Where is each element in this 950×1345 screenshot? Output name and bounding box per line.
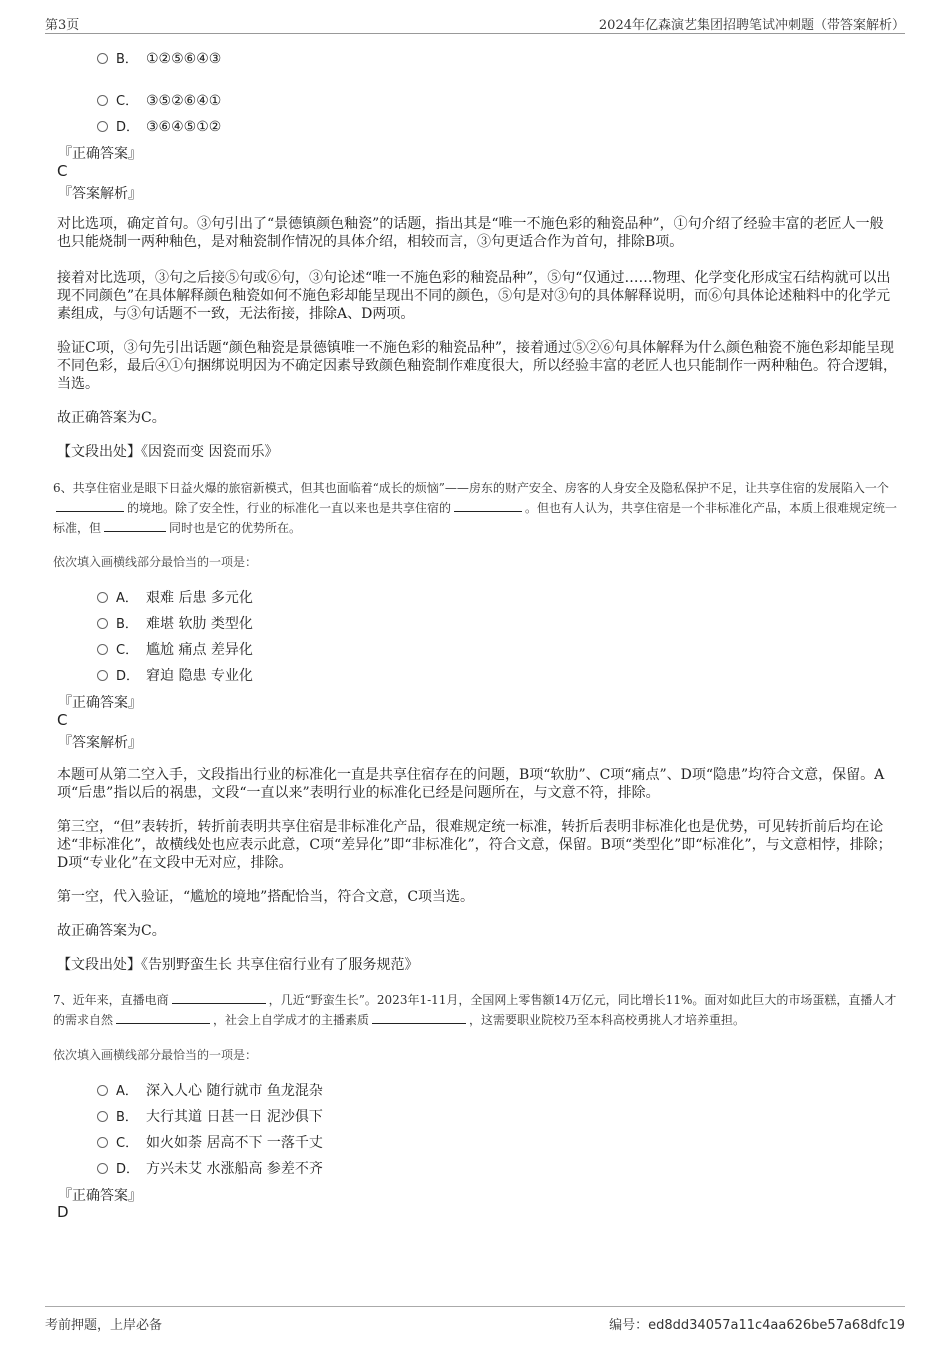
q7-answer: D (57, 1203, 69, 1221)
q5-analysis-label: 『答案解析』 (58, 186, 142, 202)
q6-option-d[interactable]: D． 窘迫 隐患 专业化 (97, 665, 253, 685)
page-number: 第3页 (45, 18, 80, 33)
q6-option-b[interactable]: B． 难堪 软肋 类型化 (97, 613, 253, 633)
q6-analysis-paragraph-3: 第一空，代入验证，“尴尬的境地”搭配恰当，符合文意，C项当选。 (57, 889, 475, 905)
q6-question-text: 6、共享住宿业是眼下日益火爆的旅宿新模式，但其也面临着“成长的烦恼”——房东的财产安全、房客的人身安全及隐私保护不足，让共享住宿的发展陷入一个的境地。除了安全性，行业的标准化一直以来也是共享住宿的 。但也有人认为，共享住宿是一个非标准化产品，本质上很难规定统一标准，但 同时也是它的优势所在。 (53, 481, 898, 535)
radio-icon[interactable] (97, 121, 108, 132)
q7-option-c[interactable]: C． 如火如荼 居高不下 一落千丈 (97, 1132, 323, 1152)
q5-conclusion: 故正确答案为C。 (57, 410, 166, 426)
q6-conclusion: 故正确答案为C。 (57, 923, 166, 939)
radio-icon[interactable] (97, 670, 108, 681)
q6-option-c[interactable]: C． 尴尬 痛点 差异化 (97, 639, 253, 659)
q6-option-a[interactable]: A． 艰难 后患 多元化 (97, 587, 253, 607)
q6-answer: C (57, 711, 68, 729)
q5-option-d[interactable]: D． ③⑥④⑤①② (97, 116, 221, 135)
blank-line (104, 519, 166, 532)
radio-icon[interactable] (97, 1163, 108, 1174)
q5-analysis-paragraph-3: 验证C项，③句先引出话题“颜色釉瓷是景德镇唯一不施色彩的釉瓷品种”，接着通过⑤②⑥句具体解释为什么颜色釉瓷不施色彩却能呈现不同色彩，最后④①句捆绑说明因为不确定因素导致颜色釉瓷制作难度很大，所以经验丰富的老匠人也只能制作一两种釉色。符合逻辑，当选。 (57, 340, 897, 392)
q5-source: 【文段出处】《因瓷而变 因瓷而乐》 (57, 444, 279, 460)
q5-analysis-paragraph-2: 接着对比选项，③句之后接⑤句或⑥句，③句论述“唯一不施色彩的釉瓷品种”，⑤句“仅通过……物理、化学变化形成宝石结构就可以出现不同颜色”在具体解释颜色釉瓷如何不施色彩却能呈现出不同的颜色，⑤句是对③句的具体解释说明，而⑥句具体论述釉料中的化学元素组成，与③句话题不一致，无法衔接，排除A、D两项。 (57, 270, 891, 322)
q5-answer: C (57, 162, 68, 180)
blank-line (372, 1011, 466, 1024)
q6-analysis-paragraph-1: 本题可从第二空入手，文段指出行业的标准化一直是共享住宿存在的问题，B项“软肋”、C项“痛点”、D项“隐患”均符合文意，保留。A项“后患”指以后的祸患，文段“一直以来”表明行业的标准化已经是问题所在，与文意不符，排除。 (57, 767, 885, 801)
radio-icon[interactable] (97, 1111, 108, 1122)
q5-option-b[interactable]: B． ①②⑤⑥④③ (97, 48, 221, 67)
blank-line (116, 1011, 210, 1024)
blank-line (56, 499, 124, 512)
q6-source: 【文段出处】《告别野蛮生长 共享住宿行业有了服务规范》 (57, 957, 419, 973)
q7-question-text: 7、近年来，直播电商 ，几近“野蛮生长”。2023年1-11月，全国网上零售额14万亿元，同比增长11%。面对如此巨大的市场蛋糕，直播人才的需求自然 ，社会上自学成才的主播素质 ，这需要职业院校乃至本科高校勇挑人才培养重担。 (53, 993, 897, 1027)
q7-option-b[interactable]: B． 大行其道 日甚一日 泥沙俱下 (97, 1106, 323, 1126)
q7-answer-label: 『正确答案』 (58, 1188, 142, 1204)
radio-icon[interactable] (97, 53, 108, 64)
radio-icon[interactable] (97, 644, 108, 655)
q7-prompt: 依次填入画横线部分最恰当的一项是： (53, 1048, 258, 1062)
header-divider (45, 33, 905, 34)
document-title: 2024年亿森演艺集团招聘笔试冲刺题（带答案解析） (598, 18, 905, 33)
footer-slogan: 考前押题，上岸必备 (45, 1318, 163, 1333)
q7-option-d[interactable]: D． 方兴未艾 水涨船高 参差不齐 (97, 1158, 323, 1178)
q6-prompt: 依次填入画横线部分最恰当的一项是： (53, 555, 258, 569)
radio-icon[interactable] (97, 618, 108, 629)
q6-analysis-label: 『答案解析』 (58, 735, 142, 751)
q5-answer-label: 『正确答案』 (58, 146, 142, 162)
blank-line (172, 991, 266, 1004)
q6-answer-label: 『正确答案』 (58, 695, 142, 711)
blank-line (454, 499, 522, 512)
q5-analysis-paragraph-1: 对比选项，确定首句。③句引出了“景德镇颜色釉瓷”的话题，指出其是“唯一不施色彩的釉瓷品种”，①句介绍了经验丰富的老匠人一般也只能烧制一两种釉色，是对釉瓷制作情况的具体介绍，相较而言，③句更适合作为首句，排除B项。 (57, 216, 884, 250)
radio-icon[interactable] (97, 592, 108, 603)
q7-option-a[interactable]: A． 深入人心 随行就市 鱼龙混杂 (97, 1080, 323, 1100)
footer-divider (45, 1306, 905, 1307)
radio-icon[interactable] (97, 1137, 108, 1148)
q6-analysis-paragraph-2: 第三空，“但”表转折，转折前表明共享住宿是非标准化产品，很难规定统一标准，转折后表明非标准化也是优势，可见转折前后均在论述“非标准化”，故横线处也应表示此意，C项“差异化”即“非标准化”，符合文意，保留。B项“类型化”即“标准化”，与文意相悖，排除；D项“专业化”在文段中无对应，排除。 (57, 819, 892, 871)
q5-option-c[interactable]: C． ③⑤②⑥④① (97, 90, 221, 109)
radio-icon[interactable] (97, 95, 108, 106)
radio-icon[interactable] (97, 1085, 108, 1096)
footer-code: 编号：ed8dd34057a11c4aa626be57a68dfc19 (609, 1318, 905, 1333)
